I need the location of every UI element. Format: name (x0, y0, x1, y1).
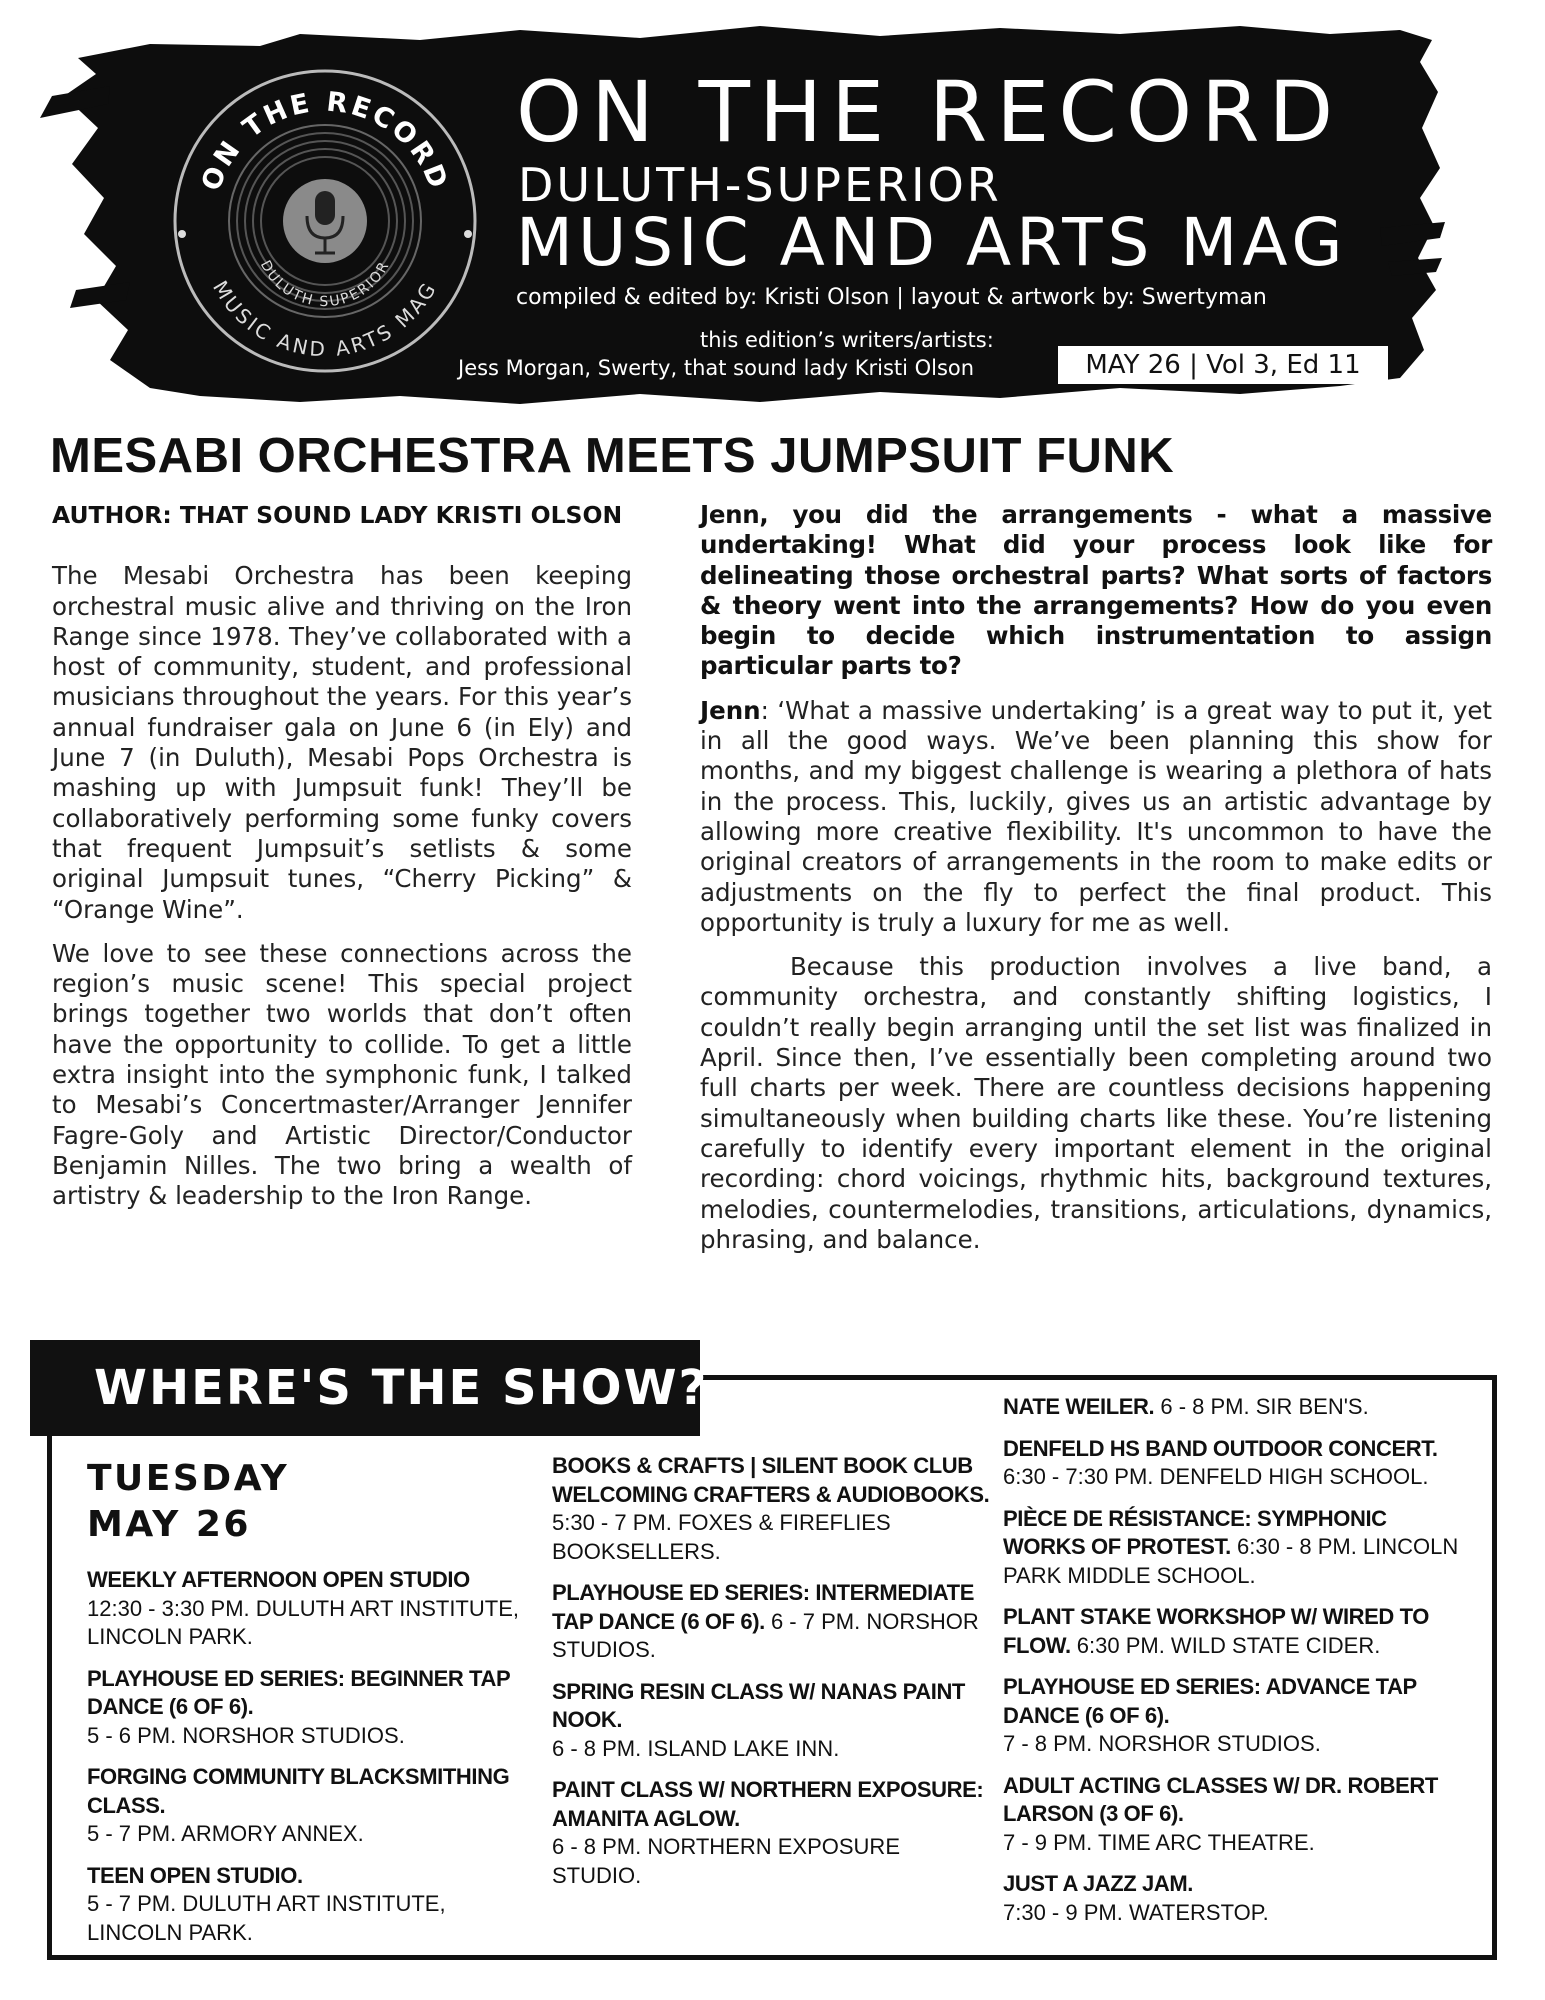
event-name: PLANT STAKE WORKSHOP W/ WIRED TO FLOW. (1003, 1604, 1429, 1658)
interview-answer (700, 696, 1492, 938)
event-item (552, 1776, 992, 1890)
event-item (1003, 1505, 1473, 1591)
event-detail: 6:30 - 7:30 PM. DENFELD HIGH SCHOOL. (1003, 1464, 1429, 1489)
event-detail: 5 - 7 PM. ARMORY ANNEX. (87, 1821, 364, 1846)
events-column-3 (1003, 1393, 1473, 1940)
masthead-subtitle-mag: MUSIC AND ARTS MAG (516, 204, 1348, 281)
svg-text:MUSIC AND ARTS MAG (208, 276, 442, 361)
event-name: PLAYHOUSE ED SERIES: INTERMEDIATE TAP DANCE (6 OF 6). (552, 1580, 974, 1634)
issue-date-badge: MAY 26 | Vol 3, Ed 11 (1058, 346, 1388, 384)
event-item (552, 1678, 992, 1764)
event-detail: 7 - 9 PM. TIME ARC THEATRE. (1003, 1829, 1315, 1855)
event-name: PIÈCE DE RÉSISTANCE: SYMPHONIC WORKS OF PROTEST. (1003, 1505, 1387, 1559)
event-item (87, 1862, 527, 1948)
masthead-subtitle-city: DULUTH-SUPERIOR (518, 158, 1002, 212)
day-heading-weekday: TUESDAY (87, 1458, 290, 1499)
logo-text-bottom: MUSIC AND ARTS MAG (208, 276, 442, 362)
event-item (87, 1566, 527, 1652)
event-item (552, 1579, 992, 1665)
event-item (87, 1665, 527, 1751)
event-name: ADULT ACTING CLASSES W/ DR. ROBERT LARSON (3 OF 6). (1003, 1772, 1438, 1826)
event-name: PLAYHOUSE ED SERIES: ADVANCE TAP DANCE (6 OF 6). (1003, 1674, 1417, 1728)
event-name: BOOKS & CRAFTS | SILENT BOOK CLUB WELCOMING CRAFTERS & AUDIOBOOKS. (552, 1453, 990, 1507)
event-detail: 5 - 6 PM. NORSHOR STUDIOS. (87, 1722, 405, 1748)
writers-list: Jess Morgan, Swerty, that sound lady Kristi Olson (458, 356, 975, 380)
masthead (0, 0, 1545, 420)
answer-speaker: Jenn (700, 695, 761, 725)
masthead-title: ON THE RECORD (516, 63, 1343, 161)
events-banner-title: WHERE'S THE SHOW? (94, 1360, 709, 1416)
day-heading-date: MAY 26 (87, 1504, 251, 1545)
logo-text-top: ON THE RECORD (195, 86, 455, 196)
event-name: TEEN OPEN STUDIO. (87, 1862, 303, 1888)
event-item (552, 1452, 992, 1566)
logo-text-middle: DULUTH SUPERIOR (256, 257, 394, 311)
event-item (1003, 1673, 1473, 1759)
event-detail: 7 - 8 PM. NORSHOR STUDIOS. (1003, 1731, 1321, 1756)
day-heading (87, 1456, 527, 1548)
event-name: NATE WEILER. (1003, 1394, 1155, 1419)
event-detail: 6 - 8 PM. SIR BEN'S. (1154, 1394, 1369, 1419)
events-column-2 (552, 1452, 992, 1903)
article-left-column (52, 500, 632, 1226)
event-item (1003, 1870, 1473, 1927)
event-name: PLAYHOUSE ED SERIES: BEGINNER TAP DANCE (6 OF 6). (87, 1665, 510, 1719)
event-detail: 6 - 8 PM. ISLAND LAKE INN. (552, 1735, 840, 1761)
article-paragraph: We love to see these connections across the region’s music scene! This special project brings together two worlds that don’t often have the opportunity to collide. To get a little extra insight into the symphonic funk, I talked to Mesabi’s Concertmaster/Arranger Jennifer Fagre-Goly and Artistic Director/Conductor Benjamin Nilles. The two bring a wealth of artistry & leadership to the Iron Range. (52, 938, 632, 1211)
event-item (1003, 1393, 1473, 1422)
event-detail: 6:30 - 8 PM. LINCOLN PARK MIDDLE SCHOOL. (1003, 1534, 1459, 1588)
event-item (1003, 1772, 1473, 1858)
event-item (1003, 1435, 1473, 1492)
event-detail: 6 - 7 PM. NORSHOR STUDIOS. (552, 1608, 979, 1662)
event-name: DENFELD HS BAND OUTDOOR CONCERT. (1003, 1435, 1438, 1461)
event-name: FORGING COMMUNITY BLACKSMITHING CLASS. (87, 1764, 510, 1818)
event-detail: 6 - 8 PM. NORTHERN EXPOSURE STUDIO. (552, 1834, 900, 1888)
event-name: WEEKLY AFTERNOON OPEN STUDIO (87, 1567, 470, 1592)
article-headline: MESABI ORCHESTRA MEETS JUMPSUIT FUNK (50, 429, 1175, 483)
masthead-credits: compiled & edited by: Kristi Olson | layout & artwork by: Swertyman (516, 285, 1267, 310)
event-detail: 5 - 7 PM. DULUTH ART INSTITUTE, LINCOLN PARK. (87, 1891, 446, 1945)
event-detail: 5:30 - 7 PM. FOXES & FIREFLIES BOOKSELLERS. (552, 1510, 891, 1564)
article-author: AUTHOR: THAT SOUND LADY KRISTI OLSON (52, 501, 623, 529)
events-banner (30, 1340, 709, 1436)
event-name: SPRING RESIN CLASS W/ NANAS PAINT NOOK. (552, 1678, 965, 1732)
answer-text: : ‘What a massive undertaking’ is a great way to put it, yet in all the good ways. We’ve been planning this show for months, and my biggest challenge is wearing a plethora of hats in the process. This, luckily, gives us an artistic advantage by allowing more creative flexibility. It's uncommon to have the original creators of arrangements in the room to make edits or adjustments on the fly to perfect the final product. This opportunity is truly a luxury for me as well. (700, 695, 1492, 937)
event-name: JUST A JAZZ JAM. (1003, 1871, 1193, 1896)
svg-text:DULUTH SUPERIOR (257, 258, 393, 310)
interview-question: Jenn, you did the arrangements - what a massive undertaking! What did your process look like for delineating those orchestral parts? What sorts of factors & theory went into the arrangements? How do you even begin to decide which instrumentation to assign particular parts to? (700, 500, 1492, 681)
interview-answer-continued: Because this production involves a live band, a community orchestra, and constantly shifting logistics, I couldn’t really begin arranging until the set list was finalized in April. Since then, I’ve essentially been completing around two full charts per week. There are countless decisions happening simultaneously when building charts like these. You’re listening carefully to identify every important element in the original recording: chord voicings, rhythmic hits, background textures, melodies, countermelodies, transitions, articulations, dynamics, phrasing, and balance. (700, 952, 1492, 1254)
event-item (1003, 1603, 1473, 1660)
event-detail: 6:30 PM. WILD STATE CIDER. (1070, 1632, 1381, 1658)
events-column-1 (87, 1456, 527, 1960)
event-item (87, 1763, 527, 1849)
event-detail: 7:30 - 9 PM. WATERSTOP. (1003, 1899, 1269, 1925)
on-the-record-logo (160, 56, 490, 386)
writers-label: this edition’s writers/artists: (700, 328, 994, 352)
event-detail: 12:30 - 3:30 PM. DULUTH ART INSTITUTE, LINCOLN PARK. (87, 1595, 519, 1649)
article-paragraph: The Mesabi Orchestra has been keeping orchestral music alive and thriving on the Iron Range since 1978. They’ve collaborated with a host of community, student, and professional musicians throughout the years. For this year’s annual fundraiser gala on June 6 (in Ely) and June 7 (in Duluth), Mesabi Pops Orchestra is mashing up with Jumpsuit funk! They’ll be collaboratively performing some funky covers that frequent Jumpsuit’s setlists & some original Jumpsuit tunes, “Cherry Picking” & “Orange Wine”. (52, 561, 632, 924)
article-right-column (700, 500, 1492, 1269)
event-name: PAINT CLASS W/ NORTHERN EXPOSURE: AMANITA AGLOW. (552, 1777, 984, 1831)
